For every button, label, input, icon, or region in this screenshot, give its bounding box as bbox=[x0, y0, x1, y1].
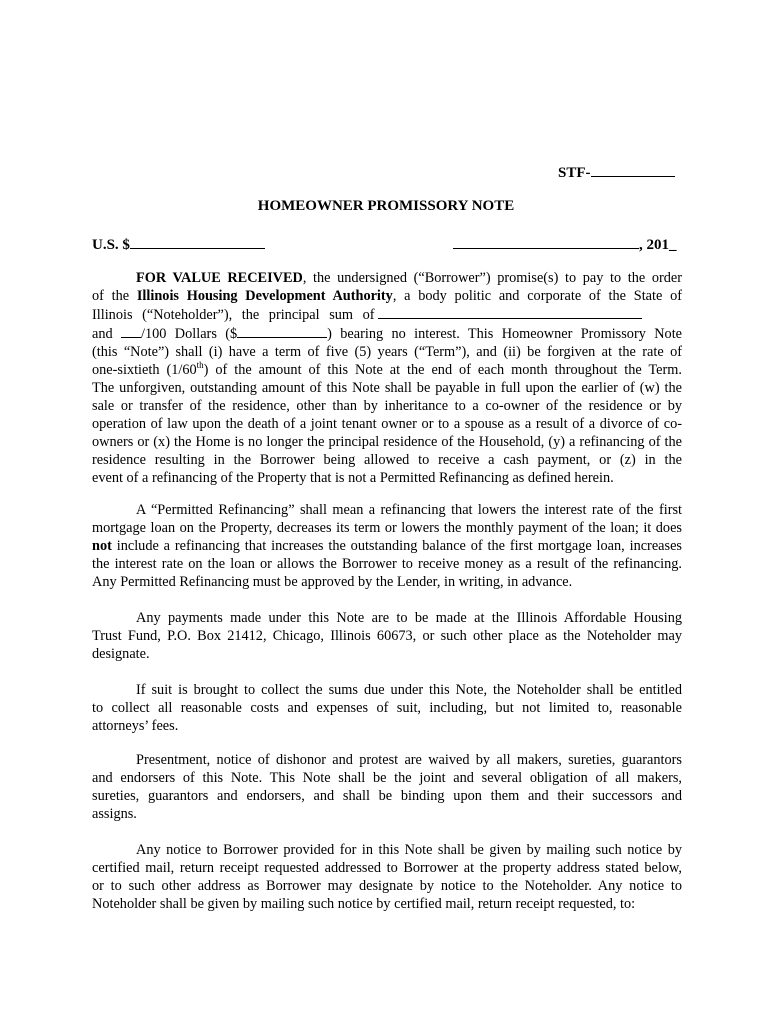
text-line: and endorsers of this Note. This Note shall be the joint and several obligation of all makers, bbox=[92, 770, 682, 786]
text-line: FOR VALUE RECEIVED, the undersigned (“Borrower”) promise(s) to pay to the order bbox=[136, 270, 682, 286]
text-line: certified mail, return receipt requested addressed to Borrower at the property address stated below, bbox=[92, 860, 682, 876]
stf-blank[interactable] bbox=[591, 163, 675, 177]
paragraph-collection-costs bbox=[92, 681, 682, 735]
text-line: Presentment, notice of dishonor and protest are waived by all makers, sureties, guarantors bbox=[136, 752, 682, 768]
amount-label: U.S. $ bbox=[92, 237, 130, 253]
amount-field[interactable] bbox=[92, 235, 265, 254]
stf-number-field[interactable] bbox=[558, 163, 675, 182]
principal-sum-blank[interactable] bbox=[378, 305, 642, 319]
text-line: to collect all reasonable costs and expenses of suit, including, but not limited to, reasonable bbox=[92, 700, 682, 716]
cents-blank[interactable] bbox=[121, 324, 141, 338]
text-line: designate. bbox=[92, 646, 150, 662]
text-line: operation of law upon the death of a joint tenant owner or to a spouse as a result of a divorce of co- bbox=[92, 416, 682, 432]
text-line: sureties, guarantors and endorsers, and shall be binding upon them and their successors and bbox=[92, 788, 682, 804]
text-line: one-sixtieth (1/60th) of the amount of this Note at the end of each month throughout the Term. bbox=[92, 360, 682, 378]
text-line: Any notice to Borrower provided for in this Note shall be given by mailing such notice by bbox=[136, 842, 682, 858]
text-line: sale or transfer of the residence, other than by inheritance to a co-owner of the residence or by bbox=[92, 398, 682, 414]
text-line: mortgage loan on the Property, decreases its term or lowers the monthly payment of the loan; it does bbox=[92, 520, 682, 536]
text-line: the interest rate on the loan or allows the Borrower to receive money as a result of the refinancing. bbox=[92, 556, 682, 572]
text-line: assigns. bbox=[92, 806, 137, 822]
text-line: If suit is brought to collect the sums due under this Note, the Noteholder shall be entitled bbox=[136, 682, 682, 698]
text-line: residence resulting in the Borrower being allowed to receive a cash payment, or (z) in the bbox=[92, 452, 682, 468]
text-line: (this “Note”) shall (i) have a term of five (5) years (“Term”), and (ii) be forgiven at the rate of bbox=[92, 344, 682, 360]
text-line: Any payments made under this Note are to be made at the Illinois Affordable Housing bbox=[136, 610, 682, 626]
value-received-heading: FOR VALUE RECEIVED bbox=[136, 270, 303, 286]
text-line: of the Illinois Housing Development Authority, a body politic and corporate of the State of bbox=[92, 288, 682, 304]
paragraph-value-received bbox=[92, 269, 682, 487]
text-line: The unforgiven, outstanding amount of this Note shall be payable in full upon the earlier of (w) the bbox=[92, 380, 682, 396]
text-line: and /100 Dollars ($ ) bearing no interest. This Homeowner Promissory Note bbox=[92, 326, 683, 342]
text-line: Any Permitted Refinancing must be approved by the Lender, in writing, in advance. bbox=[92, 574, 573, 590]
text-line: attorneys’ fees. bbox=[92, 718, 179, 734]
date-field[interactable] bbox=[453, 235, 677, 254]
dollars-figure-blank[interactable] bbox=[237, 324, 327, 338]
text-line: event of a refinancing of the Property that is not a Permitted Refinancing as defined herein. bbox=[92, 470, 614, 486]
text-line: Illinois (“Noteholder”), the principal sum of bbox=[92, 305, 682, 324]
text-line: Noteholder shall be given by mailing such notice by certified mail, return receipt requested, to: bbox=[92, 896, 636, 912]
paragraph-notices bbox=[92, 841, 682, 913]
paragraph-presentment bbox=[92, 751, 682, 823]
text-line: Trust Fund, P.O. Box 21412, Chicago, Illinois 60673, or such other place as the Noteholder may bbox=[92, 628, 682, 644]
amount-blank[interactable] bbox=[130, 235, 265, 249]
paragraph-payments bbox=[92, 609, 682, 663]
document-title: HOMEOWNER PROMISSORY NOTE bbox=[257, 198, 515, 214]
text-line: or to such other address as Borrower may designate by notice to the Noteholder. Any notice to bbox=[92, 878, 682, 894]
text-line: owners or (x) the Home is no longer the principal residence of the Household, (y) a refinancing of the bbox=[92, 434, 682, 450]
text-line: A “Permitted Refinancing” shall mean a refinancing that lowers the interest rate of the first bbox=[136, 502, 682, 518]
text-line: not include a refinancing that increases the outstanding balance of the first mortgage loan, increases bbox=[92, 538, 682, 554]
stf-label: STF- bbox=[558, 165, 591, 181]
date-blank[interactable] bbox=[453, 235, 639, 249]
paragraph-permitted-refinancing bbox=[92, 501, 682, 591]
noteholder-name: Illinois Housing Development Authority bbox=[136, 288, 393, 304]
date-suffix: , 201_ bbox=[639, 237, 677, 253]
